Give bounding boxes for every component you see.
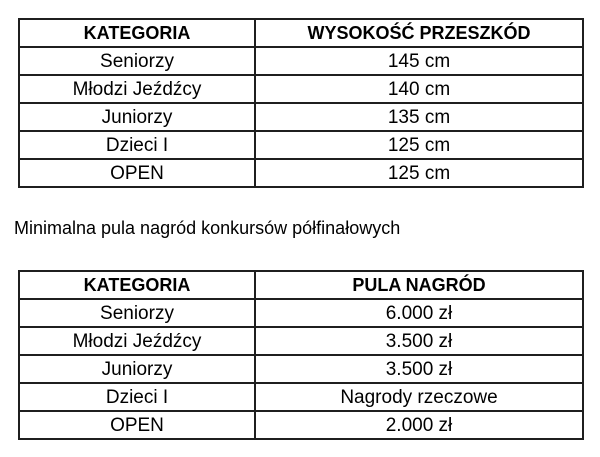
prize-pool-cell: 3.500 zł	[255, 355, 583, 383]
category-cell: Seniorzy	[19, 299, 255, 327]
obstacle-height-cell: 140 cm	[255, 75, 583, 103]
prize-pool-cell: Nagrody rzeczowe	[255, 383, 583, 411]
table-row	[19, 355, 583, 383]
prize-pool-cell: 3.500 zł	[255, 327, 583, 355]
category-cell: Młodzi Jeźdźcy	[19, 75, 255, 103]
table-row	[19, 75, 583, 103]
table-row	[19, 47, 583, 75]
table-row	[19, 383, 583, 411]
category-cell: Dzieci I	[19, 131, 255, 159]
obstacle-height-cell: 145 cm	[255, 47, 583, 75]
category-cell: OPEN	[19, 159, 255, 187]
obstacle-height-table	[18, 18, 584, 188]
table-header-row	[19, 271, 583, 299]
column-header-prize-pool: PULA NAGRÓD	[255, 271, 583, 299]
category-cell: Seniorzy	[19, 47, 255, 75]
obstacle-height-cell: 135 cm	[255, 103, 583, 131]
category-cell: Młodzi Jeźdźcy	[19, 327, 255, 355]
prize-pool-cell: 6.000 zł	[255, 299, 583, 327]
category-cell: Dzieci I	[19, 383, 255, 411]
table-row	[19, 299, 583, 327]
table-row	[19, 103, 583, 131]
table-row	[19, 131, 583, 159]
table-header-row	[19, 19, 583, 47]
obstacle-height-cell: 125 cm	[255, 159, 583, 187]
table-row	[19, 159, 583, 187]
prize-pool-table	[18, 270, 584, 440]
table-row	[19, 327, 583, 355]
category-cell: Juniorzy	[19, 103, 255, 131]
prize-pool-caption: Minimalna pula nagród konkursów półfinałowych	[14, 218, 401, 238]
prize-pool-cell: 2.000 zł	[255, 411, 583, 439]
obstacle-height-cell: 125 cm	[255, 131, 583, 159]
column-header-category: KATEGORIA	[19, 271, 255, 299]
category-cell: OPEN	[19, 411, 255, 439]
column-header-category: KATEGORIA	[19, 19, 255, 47]
category-cell: Juniorzy	[19, 355, 255, 383]
table-row	[19, 411, 583, 439]
column-header-obstacle-height: WYSOKOŚĆ PRZESZKÓD	[255, 19, 583, 47]
